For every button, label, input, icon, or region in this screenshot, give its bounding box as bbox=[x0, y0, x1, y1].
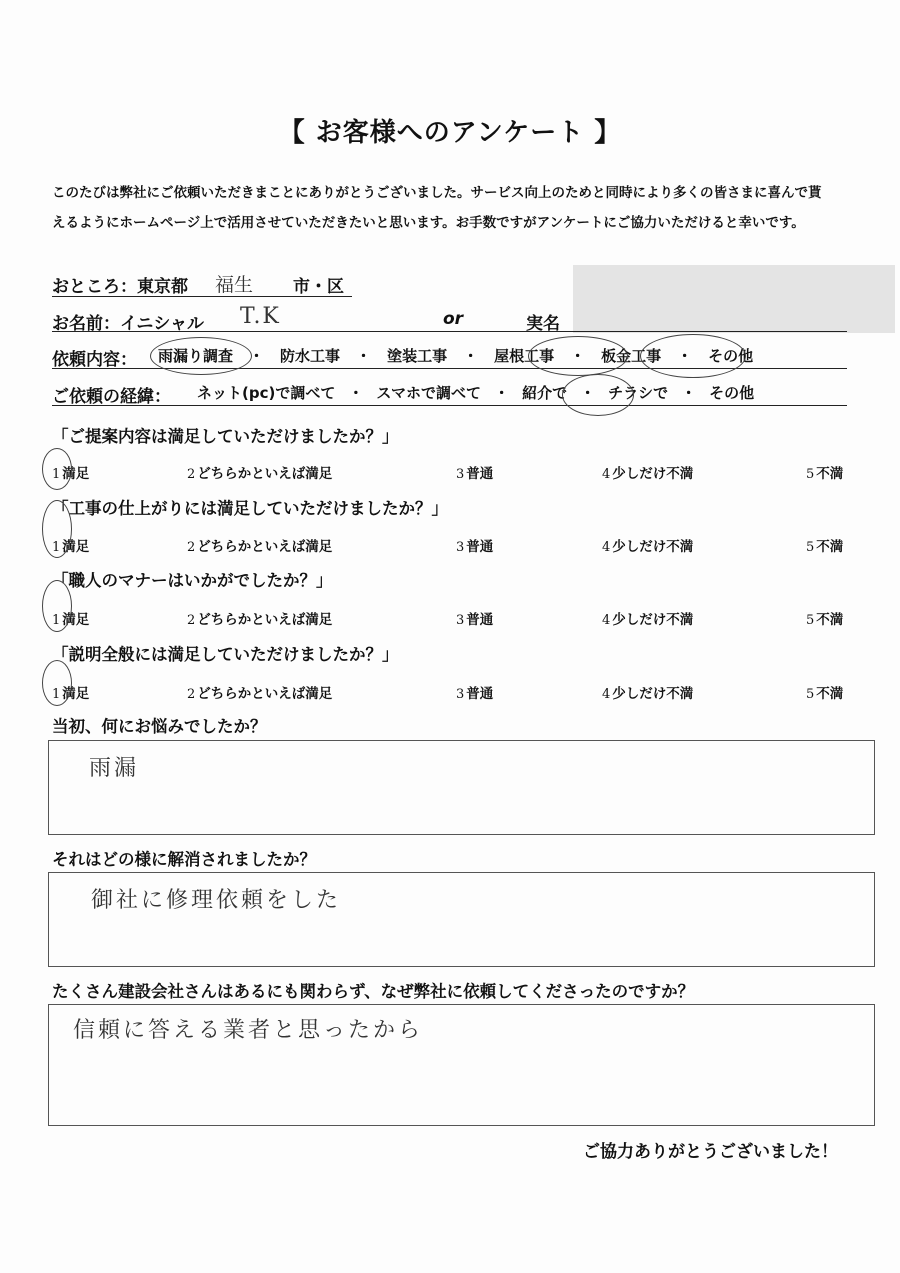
choice-5 bbox=[806, 608, 843, 628]
choice-label: 不満 bbox=[816, 466, 844, 482]
thanks-text: ご協力ありがとうございました！ bbox=[583, 1142, 838, 1162]
choice-label: 満足 bbox=[62, 466, 90, 482]
selection-circle bbox=[150, 337, 252, 375]
realname-label: 実名 bbox=[526, 314, 560, 334]
choice-number: 1 bbox=[52, 613, 61, 628]
choice-label: どちらかといえば満足 bbox=[197, 686, 333, 702]
choice-label: 普通 bbox=[466, 466, 494, 482]
request-option: 板金工事 bbox=[601, 347, 662, 365]
name-or: or bbox=[443, 309, 464, 329]
choice-2 bbox=[187, 535, 332, 555]
choice-number: 3 bbox=[456, 613, 465, 628]
choice-number: 2 bbox=[187, 687, 196, 702]
choice-5 bbox=[806, 462, 843, 482]
source-option: チラシで bbox=[608, 384, 669, 402]
selection-circle bbox=[42, 660, 72, 706]
selection-circle bbox=[42, 500, 72, 558]
intro-line: このたびは弊社にご依頼いただきまことにありがとうございました。サービス向上のためと同時により多くの皆さまに喜んで貰 bbox=[52, 185, 822, 201]
selection-circle bbox=[528, 336, 628, 376]
choice-label: 満足 bbox=[62, 686, 90, 702]
question-text: 「職人のマナーはいかがでしたか？」 bbox=[52, 571, 333, 590]
choice-3 bbox=[456, 682, 493, 702]
choice-number: 5 bbox=[806, 687, 815, 702]
choice-3 bbox=[456, 608, 493, 628]
source-underline bbox=[52, 405, 847, 406]
redacted-area bbox=[573, 265, 895, 333]
choice-number: 3 bbox=[456, 540, 465, 555]
request-option: その他 bbox=[708, 347, 754, 365]
source-options bbox=[197, 382, 754, 403]
source-label: ご依頼の経緯： bbox=[52, 387, 171, 407]
choice-number: 2 bbox=[187, 540, 196, 555]
free-question-1: 当初、何にお悩みでしたか？ bbox=[52, 717, 267, 736]
choice-number: 3 bbox=[456, 467, 465, 482]
choice-3 bbox=[456, 535, 493, 555]
choice-number: 3 bbox=[456, 687, 465, 702]
choice-number: 4 bbox=[602, 613, 611, 628]
selection-circle bbox=[42, 448, 72, 490]
free-answer-box-1 bbox=[48, 740, 875, 835]
choice-label: 普通 bbox=[466, 686, 494, 702]
separator: ・ bbox=[249, 347, 265, 365]
choice-number: 1 bbox=[52, 467, 61, 482]
name-initial-value: T.K bbox=[240, 304, 281, 329]
choice-5 bbox=[806, 535, 843, 555]
source-option: ネット(pc)で調べて bbox=[197, 384, 336, 402]
request-option: 雨漏り調査 bbox=[158, 347, 234, 365]
choice-number: 5 bbox=[806, 540, 815, 555]
separator: ・ bbox=[580, 384, 596, 402]
free-answer-2: 御社に修理依頼をした bbox=[91, 888, 342, 913]
question-text: 「工事の仕上がりには満足していただけましたか？」 bbox=[52, 499, 448, 518]
choice-2 bbox=[187, 462, 332, 482]
address-city-value: 福生 bbox=[215, 274, 254, 296]
source-option: スマホで調べて bbox=[376, 384, 482, 402]
choice-number: 5 bbox=[806, 613, 815, 628]
choice-label: 不満 bbox=[816, 612, 844, 628]
address-suffix: 市・区 bbox=[293, 277, 344, 297]
choice-number: 2 bbox=[187, 467, 196, 482]
choice-number: 4 bbox=[602, 540, 611, 555]
free-question-3: たくさん建設会社さんはあるにも関わらず、なぜ弊社に依頼してくださったのですか？ bbox=[52, 982, 695, 1001]
choice-4 bbox=[602, 462, 693, 482]
request-label: 依頼内容： bbox=[52, 350, 137, 370]
question-text: 「ご提案内容は満足していただけましたか？」 bbox=[52, 427, 399, 446]
request-option: 防水工事 bbox=[280, 347, 341, 365]
choice-label: 少しだけ不満 bbox=[612, 539, 694, 555]
selection-circle bbox=[562, 374, 634, 416]
selection-circle bbox=[42, 580, 72, 632]
choice-4 bbox=[602, 535, 693, 555]
choice-number: 5 bbox=[806, 467, 815, 482]
page-title: 【 お客様へのアンケート 】 bbox=[278, 118, 622, 148]
choice-label: 普通 bbox=[466, 612, 494, 628]
separator: ・ bbox=[356, 347, 372, 365]
separator: ・ bbox=[570, 347, 586, 365]
choice-2 bbox=[187, 682, 332, 702]
choice-number: 1 bbox=[52, 540, 61, 555]
choice-label: 不満 bbox=[816, 686, 844, 702]
choice-label: どちらかといえば満足 bbox=[197, 466, 333, 482]
choice-4 bbox=[602, 608, 693, 628]
choice-5 bbox=[806, 682, 843, 702]
separator: ・ bbox=[348, 384, 364, 402]
choice-label: 普通 bbox=[466, 539, 494, 555]
question-text: 「説明全般には満足していただけましたか？」 bbox=[52, 645, 399, 664]
separator: ・ bbox=[494, 384, 510, 402]
choice-3 bbox=[456, 462, 493, 482]
request-option: 屋根工事 bbox=[494, 347, 555, 365]
choice-4 bbox=[602, 682, 693, 702]
choice-number: 2 bbox=[187, 613, 196, 628]
free-answer-box-2 bbox=[48, 872, 875, 967]
source-option: その他 bbox=[709, 384, 755, 402]
choice-label: 少しだけ不満 bbox=[612, 612, 694, 628]
intro-text bbox=[52, 178, 852, 238]
choice-label: 満足 bbox=[62, 539, 90, 555]
source-option: 紹介で bbox=[522, 384, 568, 402]
free-question-2: それはどの様に解消されましたか？ bbox=[52, 850, 316, 869]
separator: ・ bbox=[677, 347, 693, 365]
choice-label: どちらかといえば満足 bbox=[197, 539, 333, 555]
selection-circle bbox=[640, 334, 746, 378]
choice-label: どちらかといえば満足 bbox=[197, 612, 333, 628]
choice-label: 不満 bbox=[816, 539, 844, 555]
separator: ・ bbox=[463, 347, 479, 365]
choice-label: 満足 bbox=[62, 612, 90, 628]
intro-line: えるようにホームページ上で活用させていただきたいと思います。お手数ですがアンケートにご協力いただけると幸いです。 bbox=[52, 215, 805, 231]
choice-number: 4 bbox=[602, 687, 611, 702]
separator: ・ bbox=[681, 384, 697, 402]
free-answer-3: 信頼に答える業者と思ったから bbox=[73, 1018, 424, 1043]
choice-label: 少しだけ不満 bbox=[612, 686, 694, 702]
choice-number: 1 bbox=[52, 687, 61, 702]
name-label: お名前：イニシャル bbox=[52, 314, 204, 334]
request-option: 塗装工事 bbox=[387, 347, 448, 365]
choice-label: 少しだけ不満 bbox=[612, 466, 694, 482]
free-answer-1: 雨漏 bbox=[89, 756, 140, 781]
free-answer-box-3 bbox=[48, 1004, 875, 1126]
address-label: おところ：東京都 bbox=[52, 277, 188, 297]
choice-2 bbox=[187, 608, 332, 628]
choice-number: 4 bbox=[602, 467, 611, 482]
